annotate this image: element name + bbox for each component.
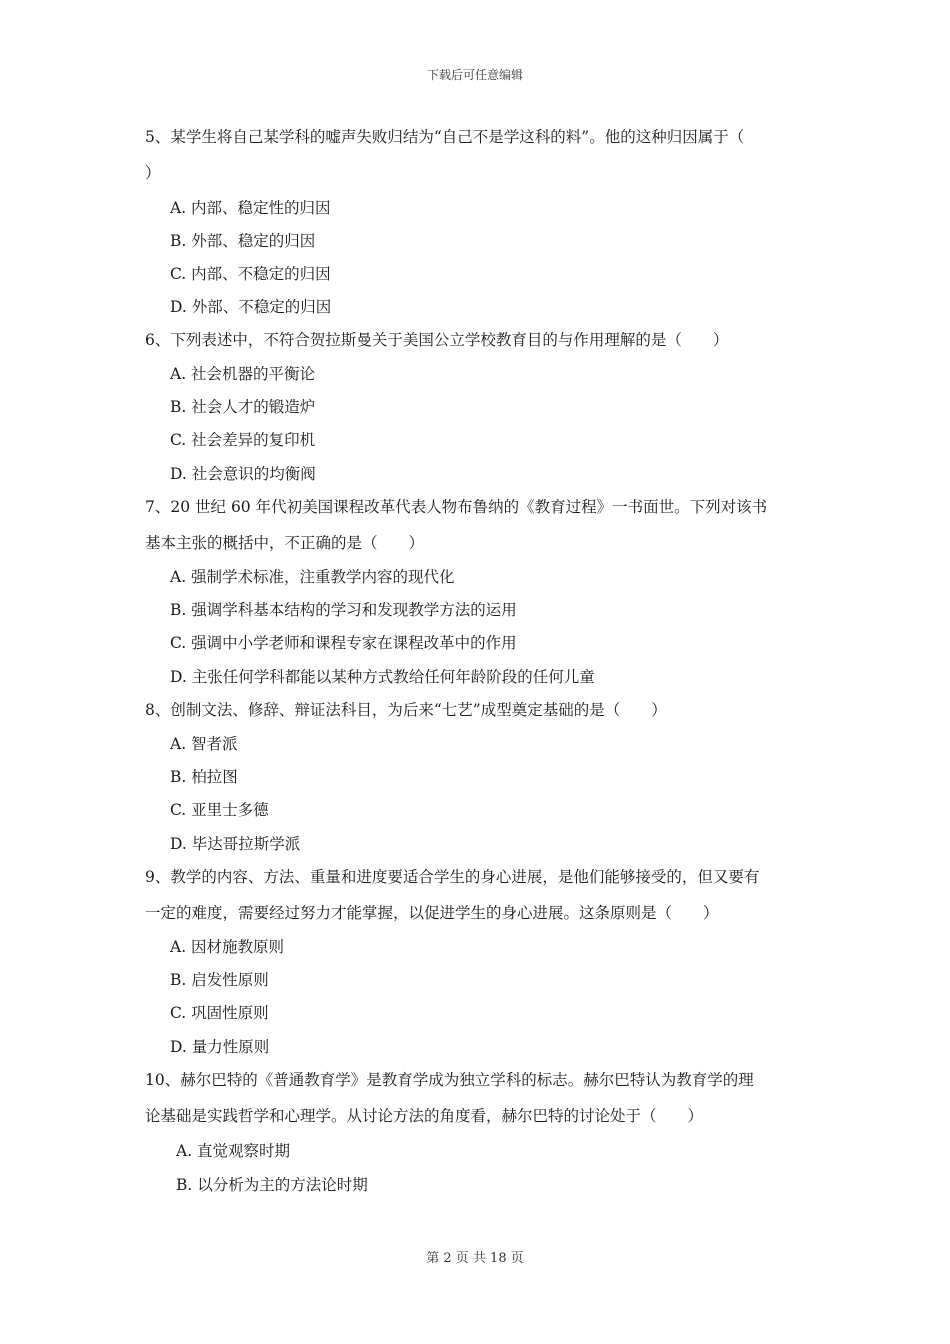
question-7-stem-line-1: 7、20 世纪 60 年代初美国课程改革代表人物布鲁纳的《教育过程》一书面世。下列对该书 bbox=[145, 498, 768, 516]
question-8-option-a: A. 智者派 bbox=[170, 735, 238, 753]
question-10-option-a: A. 直觉观察时期 bbox=[176, 1142, 291, 1160]
question-7-option-b: B. 强调学科基本结构的学习和发现教学方法的运用 bbox=[170, 601, 517, 619]
question-7-option-a: A. 强制学术标准，注重教学内容的现代化 bbox=[170, 568, 455, 586]
question-5-option-d: D. 外部、不稳定的归因 bbox=[170, 298, 332, 316]
question-9-stem-line-1: 9、教学的内容、方法、重量和进度要适合学生的身心进展，是他们能够接受的，但又要有 bbox=[145, 868, 760, 886]
page-header: 下载后可任意编辑 bbox=[426, 68, 523, 82]
question-8-option-b: B. 柏拉图 bbox=[170, 768, 238, 786]
question-5-stem-line-2: ） bbox=[145, 164, 161, 182]
question-10-stem-line-1: 10、赫尔巴特的《普通教育学》是教育学成为独立学科的标志。赫尔巴特认为教育学的理 bbox=[145, 1071, 754, 1089]
question-6-option-a: A. 社会机器的平衡论 bbox=[170, 365, 316, 383]
question-8-option-c: C. 亚里士多德 bbox=[170, 801, 269, 819]
question-9-option-b: B. 启发性原则 bbox=[170, 971, 269, 989]
question-8-stem-line-1: 8、创制文法、修辞、辩证法科目，为后来“七艺”成型奠定基础的是（ ） bbox=[145, 701, 667, 719]
question-6-option-c: C. 社会差异的复印机 bbox=[170, 431, 316, 449]
question-5-stem-line-1: 5、某学生将自己某学科的嘘声失败归结为“自己不是学这科的料”。他的这种归因属于（ bbox=[145, 128, 745, 146]
question-9-option-d: D. 量力性原则 bbox=[170, 1038, 270, 1056]
question-6-option-d: D. 社会意识的均衡阀 bbox=[170, 465, 316, 483]
question-8-option-d: D. 毕达哥拉斯学派 bbox=[170, 835, 301, 853]
question-5-option-c: C. 内部、不稳定的归因 bbox=[170, 265, 331, 283]
question-6-option-b: B. 社会人才的锻造炉 bbox=[170, 398, 316, 416]
question-10-stem-line-2: 论基础是实践哲学和心理学。从讨论方法的角度看，赫尔巴特的讨论处于（ ） bbox=[145, 1107, 704, 1125]
page-footer: 第 2 页 共 18 页 bbox=[426, 1251, 524, 1266]
question-6-stem-line-1: 6、下列表述中，不符合贺拉斯曼关于美国公立学校教育目的与作用理解的是（ ） bbox=[145, 331, 729, 349]
question-5-option-a: A. 内部、稳定性的归因 bbox=[170, 199, 331, 217]
question-7-option-d: D. 主张任何学科都能以某种方式教给任何年龄阶段的任何儿童 bbox=[170, 668, 595, 686]
question-9-option-c: C. 巩固性原则 bbox=[170, 1004, 269, 1022]
question-5-option-b: B. 外部、稳定的归因 bbox=[170, 232, 316, 250]
question-7-stem-line-2: 基本主张的概括中，不正确的是（ ） bbox=[145, 534, 425, 552]
question-7-option-c: C. 强调中小学老师和课程专家在课程改革中的作用 bbox=[170, 634, 517, 652]
question-10-option-b: B. 以分析为主的方法论时期 bbox=[176, 1176, 368, 1194]
question-9-stem-line-2: 一定的难度，需要经过努力才能掌握，以促进学生的身心进展。这条原则是（ ） bbox=[145, 904, 719, 922]
question-9-option-a: A. 因材施教原则 bbox=[170, 938, 285, 956]
